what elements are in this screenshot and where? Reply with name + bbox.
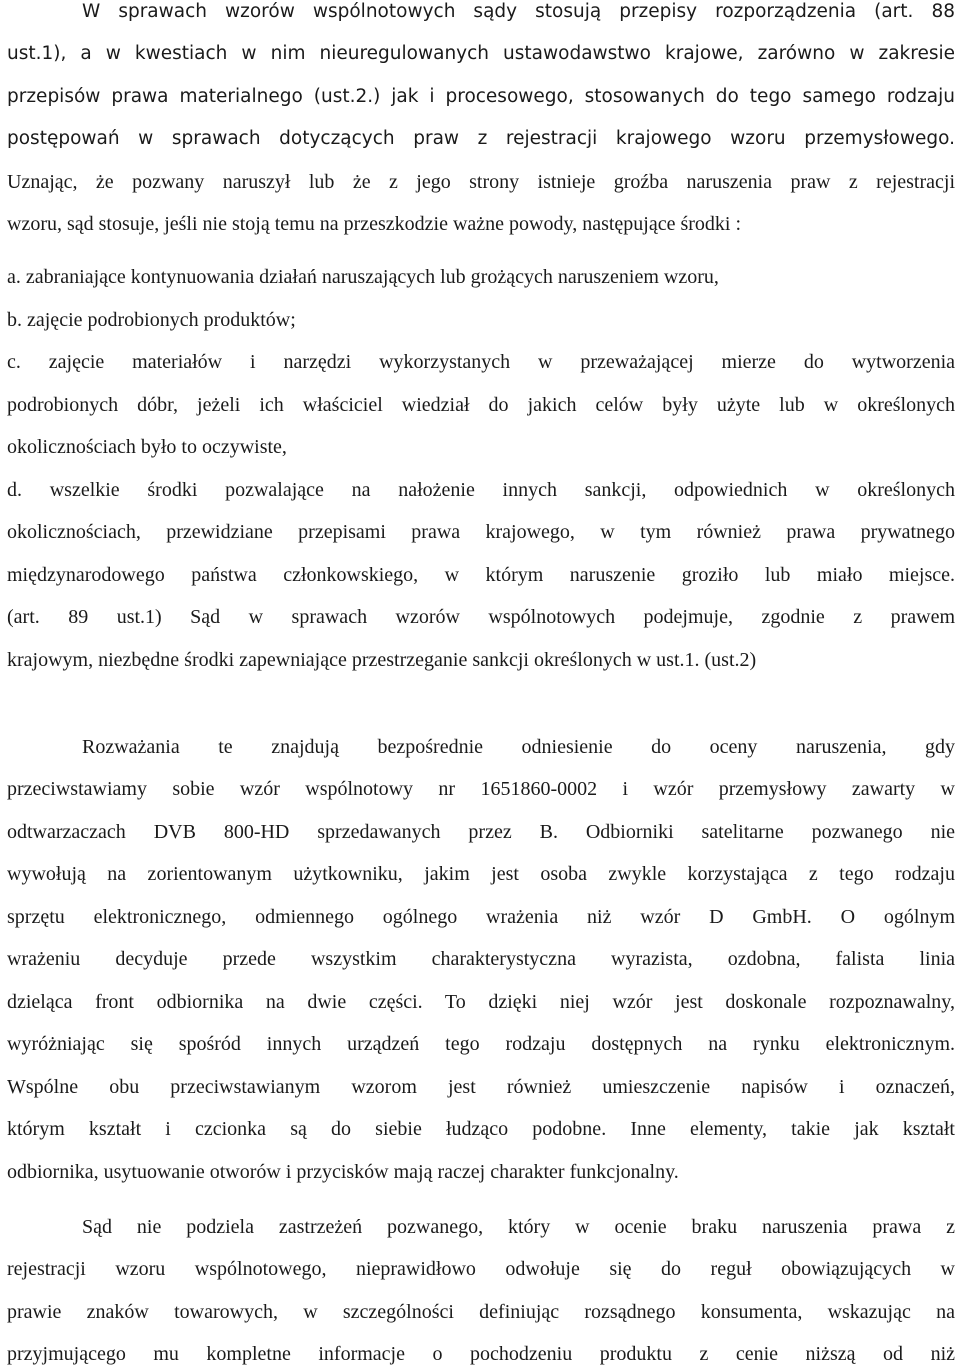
text-line: okolicznościach było to oczywiste, <box>7 436 287 458</box>
text-line: ust.1), a w kwestiach w nim nieuregulowanych ustawodawstwo krajowe, zarówno w zakresie <box>7 43 955 64</box>
text-line: wzoru, sąd stosuje, jeśli nie stoją temu na przeszkodzie ważne powody, następujące środki : <box>7 213 742 235</box>
text-line: którym kształt i czcionka są do siebie łudząco podobne. Inne elementy, takie jak kształt <box>7 1118 955 1140</box>
text-line: wywołują na zorientowanym użytkowniku, jakim jest osoba zwykle korzystająca z tego rodzaju <box>7 863 955 885</box>
text-line: W sprawach wzorów wspólnotowych sądy stosują przepisy rozporządzenia (art. 88 <box>82 1 955 22</box>
text-line: międzynarodowego państwa członkowskiego, w którym naruszenie groziło lub miało miejsce. <box>7 564 955 586</box>
text-line: odtwarzaczach DVB 800-HD sprzedawanych przez B. Odbiorniki satelitarne pozwanego nie <box>7 821 955 843</box>
text-line: wyróżniając się spośród innych urządzeń tego rodzaju dostępnych na rynku elektronicznym. <box>7 1033 955 1055</box>
text-line: prawie znaków towarowych, w szczególności definiując rozsądnego konsumenta, wskazując na <box>7 1301 955 1323</box>
text-line: b. zajęcie podrobionych produktów; <box>7 309 296 331</box>
text-line: Wspólne obu przeciwstawianym wzorom jest również umieszczenie napisów i oznaczeń, <box>7 1076 955 1098</box>
text-line: a. zabraniające kontynuowania działań naruszających lub grożących naruszeniem wzoru, <box>7 266 719 288</box>
text-line: sprzętu elektronicznego, odmiennego ogólnego wrażenia niż wzór D GmbH. O ogólnym <box>7 906 955 928</box>
text-line: postępowań w sprawach dotyczących praw z rejestracji krajowego wzoru przemysłowego. <box>7 128 955 149</box>
text-line: (art. 89 ust.1) Sąd w sprawach wzorów wspólnotowych podejmuje, zgodnie z prawem <box>7 606 955 628</box>
text-line: d. wszelkie środki pozwalające na nałożenie innych sankcji, odpowiednich w określonych <box>7 479 955 501</box>
text-line: c. zajęcie materiałów i narzędzi wykorzystanych w przeważającej mierze do wytworzenia <box>7 351 955 373</box>
text-line: przyjmującego mu kompletne informacje o pochodzeniu produktu z cenie niższą od niż <box>7 1343 955 1365</box>
text-line: przeciwstawiamy sobie wzór wspólnotowy nr 1651860-0002 i wzór przemysłowy zawarty w <box>7 778 955 800</box>
text-line: rejestracji wzoru wspólnotowego, nieprawidłowo odwołuje się do reguł obowiązujących w <box>7 1258 955 1280</box>
text-line: wrażeniu decyduje przede wszystkim charakterystyczna wyrazista, ozdobna, falista linia <box>7 948 955 970</box>
text-line: Sąd nie podziela zastrzeżeń pozwanego, który w ocenie braku naruszenia prawa z <box>82 1216 955 1238</box>
text-line: przepisów prawa materialnego (ust.2.) jak i procesowego, stosowanych do tego samego rodzaju <box>7 86 955 107</box>
text-line: okolicznościach, przewidziane przepisami prawa krajowego, w tym również prawa prywatnego <box>7 521 955 543</box>
text-line: Uznając, że pozwany naruszył lub że z jego strony istnieje groźba naruszenia praw z rejestracji <box>7 171 955 193</box>
text-line: odbiornika, usytuowanie otworów i przycisków mają raczej charakter funkcjonalny. <box>7 1161 679 1183</box>
text-line: Rozważania te znajdują bezpośrednie odniesienie do oceny naruszenia, gdy <box>82 736 955 758</box>
text-line: podrobionych dóbr, jeżeli ich właściciel wiedział do jakich celów były użyte lub w określonych <box>7 394 955 416</box>
text-line: krajowym, niezbędne środki zapewniające przestrzeganie sankcji określonych w ust.1. (ust.2) <box>7 649 757 671</box>
text-line: dzieląca front odbiornika na dwie części. To dzięki niej wzór jest doskonale rozpoznawalny, <box>7 991 955 1013</box>
